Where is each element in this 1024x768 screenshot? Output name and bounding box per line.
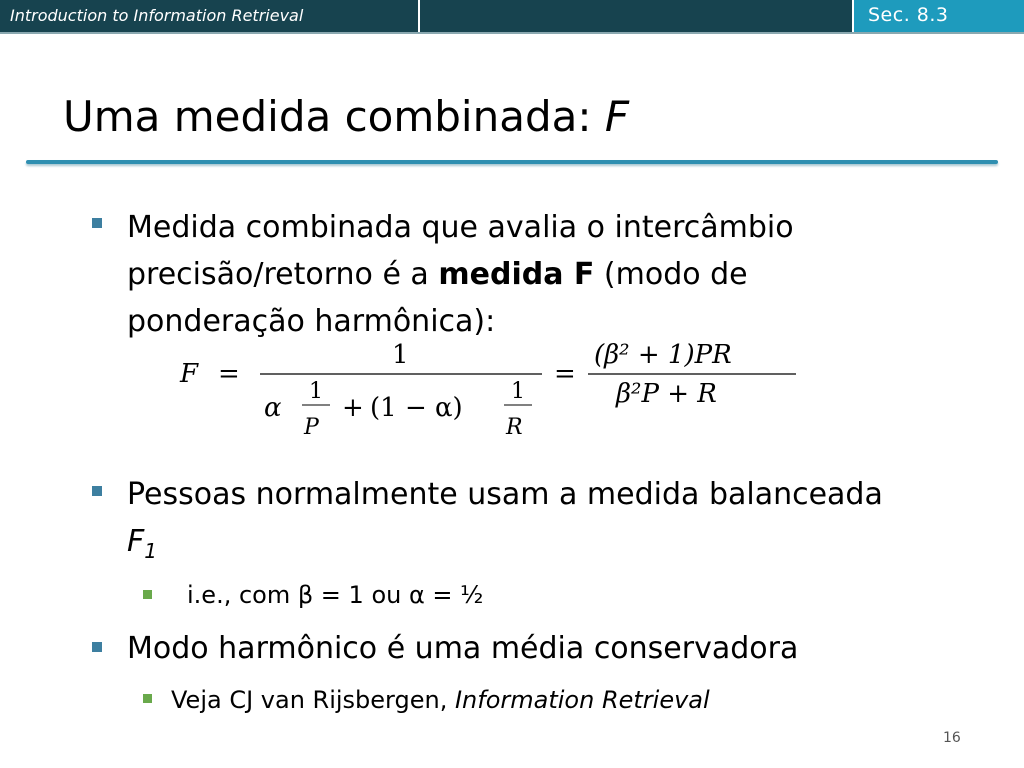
formula-r: R [506, 415, 523, 440]
sub-bullet-3-text [171, 685, 710, 715]
bullet-2-text [127, 471, 957, 575]
bullet-1-line-2 [127, 251, 957, 298]
f1-subscript: 1 [144, 539, 157, 563]
bullet-3-text: Modo harmônico é uma média conservadora [127, 631, 799, 666]
formula-rhs-numerator: (β² + 1)PR [594, 340, 732, 370]
bullet-marker [92, 218, 102, 228]
formula-rhs-denominator: β²P + R [616, 379, 717, 409]
header-bar-middle [420, 0, 852, 32]
page-number: 16 [943, 730, 961, 746]
bullet-marker [92, 642, 102, 652]
title-divider [26, 160, 998, 164]
formula-equals-1: = [218, 359, 240, 389]
course-title: Introduction to Information Retrieval [10, 6, 304, 25]
formula-p: P [304, 415, 319, 440]
bullet-1-line-2-pre: precisão/retorno é a [127, 257, 439, 292]
bullet-marker [92, 486, 102, 496]
formula-equals-2: = [554, 359, 576, 389]
slide-title-emphasis: F [604, 92, 630, 141]
f-measure-formula [170, 336, 810, 446]
bullet-1-line-1: Medida combinada que avalia o intercâmbio [127, 210, 794, 245]
formula-one-over-p-num: 1 [309, 379, 323, 404]
sub-bullet-marker [143, 590, 152, 599]
sub-bullet-2-pre: i.e., com [187, 581, 298, 609]
formula-lhs: F [180, 359, 199, 389]
f-measure-term: medida F [438, 257, 595, 292]
sub-bullet-marker [143, 694, 152, 703]
f1-letter: F [127, 524, 145, 559]
bullet-1-line-2-post: (modo de [594, 257, 748, 292]
section-reference: Sec. 8.3 [868, 4, 949, 26]
sub-bullet-2-text [187, 580, 483, 610]
slide-title [63, 92, 629, 141]
sub-bullet-2-mid: = 1 ou [313, 581, 409, 609]
beta-symbol: β [297, 581, 314, 609]
sub-bullet-3-pre: Veja CJ van Rijsbergen, [171, 686, 455, 714]
bullet-2-line-1: Pessoas normalmente usam a medida balanceada [127, 477, 883, 512]
formula-one-minus-alpha: (1 − α) [370, 393, 463, 423]
formula-numerator-one: 1 [392, 340, 409, 370]
sub-bullet-2-post: = ½ [424, 581, 484, 609]
f1-symbol [127, 518, 957, 575]
alpha-symbol: α [408, 581, 425, 609]
formula-alpha: α [264, 393, 282, 423]
header-underline [0, 32, 1024, 34]
formula-one-over-r-num: 1 [511, 379, 525, 404]
bullet-1-text [127, 204, 957, 345]
formula-plus: + [342, 393, 364, 423]
bullet-1-line-3: ponderação harmônica): [127, 304, 496, 339]
slide-title-text: Uma medida combinada: [63, 92, 605, 141]
book-title: Information Retrieval [454, 686, 710, 714]
